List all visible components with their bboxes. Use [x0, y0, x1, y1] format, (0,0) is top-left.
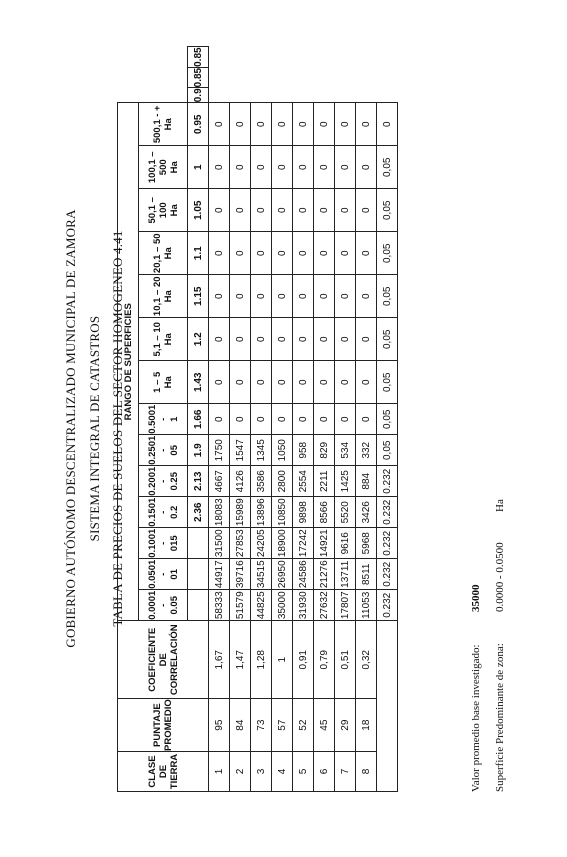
price-cell: 0 [272, 275, 293, 318]
price-cell: 0 [314, 189, 335, 232]
price-cell: 0 [230, 361, 251, 404]
footer-label-valor: Valor promedio base investigado: [470, 644, 482, 792]
price-cell: 0 [314, 103, 335, 146]
title-sistema: SISTEMA INTEGRAL DE CATASTROS [87, 315, 102, 542]
title-gobierno: GOBIERNO AUTÓNOMO DESCENTRALIZADO MUNICIPAL DE ZAMORA [63, 209, 78, 648]
price-cell: 1425 [335, 466, 356, 497]
price-cell: 0 [230, 103, 251, 146]
price-cell: 3586 [251, 466, 272, 497]
price-cell: 0 [335, 103, 356, 146]
factor-cell: 1.43 [188, 361, 209, 404]
table-row [293, 47, 314, 792]
price-cell: 27632 [314, 590, 335, 621]
cell-coef: 0,91 [293, 621, 314, 699]
price-cell: 0 [209, 361, 230, 404]
header-range-4: 0.1501 - 0.2 [139, 497, 188, 528]
price-cell: 0 [335, 404, 356, 435]
price-cell: 0 [356, 361, 377, 404]
header-ha-range-2: 5,1 – 10 Ha [139, 318, 188, 361]
price-cell: 0 [293, 103, 314, 146]
price-cell: 9898 [293, 497, 314, 528]
price-cell: 0 [251, 146, 272, 189]
price-cell: 26950 [272, 559, 293, 590]
table-row [251, 47, 272, 792]
price-cell: 0 [209, 275, 230, 318]
bottom-cell: 0.232 [377, 466, 398, 497]
price-table [117, 46, 398, 792]
blank-cell [188, 528, 209, 559]
header-range-5: 0.2001 - 0.25 [139, 466, 188, 497]
table-row [209, 47, 230, 792]
bottom-cell: 0.232 [377, 559, 398, 590]
price-cell: 34515 [251, 559, 272, 590]
price-cell: 0 [293, 146, 314, 189]
cell-coef: 1,67 [209, 621, 230, 699]
cell-clase: 7 [335, 752, 356, 792]
price-cell: 17242 [293, 528, 314, 559]
header-coeficiente: COEFICIENTE DE CORRELACIÓN [118, 621, 209, 699]
cell-puntaje: 57 [272, 699, 293, 752]
price-cell: 0 [356, 103, 377, 146]
cell-coef: 1,28 [251, 621, 272, 699]
price-cell: 1750 [209, 435, 230, 466]
price-cell: 0 [251, 103, 272, 146]
cell-clase: 3 [251, 752, 272, 792]
price-cell: 0 [293, 275, 314, 318]
price-cell: 0 [293, 361, 314, 404]
cell-coef: 0,51 [335, 621, 356, 699]
bottom-cell: 0.232 [377, 528, 398, 559]
cell-coef: 0,79 [314, 621, 335, 699]
header-rango: RANGO DE SUPERFICIES [118, 103, 139, 621]
factor-cell: 0.9 [188, 88, 209, 103]
table-row [230, 47, 251, 792]
price-cell: 0 [230, 275, 251, 318]
bottom-cell: 0,05 [377, 275, 398, 318]
factor-cell: 0.85 [188, 47, 209, 67]
cell-clase: 8 [356, 752, 377, 792]
price-cell: 24205 [251, 528, 272, 559]
header-ha-range-5: 50,1 – 100 Ha [139, 189, 188, 232]
price-cell: 0 [272, 189, 293, 232]
price-cell: 21276 [314, 559, 335, 590]
price-cell: 18900 [272, 528, 293, 559]
bottom-cell: 0 [377, 103, 398, 146]
price-cell: 0 [356, 146, 377, 189]
price-cell: 0 [314, 318, 335, 361]
price-cell: 8511 [356, 559, 377, 590]
factor-cell: 1.66 [188, 404, 209, 435]
price-cell: 958 [293, 435, 314, 466]
price-cell: 2800 [272, 466, 293, 497]
price-cell: 0 [356, 189, 377, 232]
price-cell: 829 [314, 435, 335, 466]
price-cell: 3426 [356, 497, 377, 528]
price-cell: 332 [356, 435, 377, 466]
price-cell: 0 [335, 275, 356, 318]
price-cell: 0 [272, 146, 293, 189]
price-cell: 0 [293, 189, 314, 232]
bottom-cell: 0,05 [377, 189, 398, 232]
price-cell: 0 [230, 404, 251, 435]
cell-clase: 4 [272, 752, 293, 792]
factor-cell: 2.36 [188, 497, 209, 528]
factor-cell: 0.95 [188, 103, 209, 146]
price-cell: 0 [209, 103, 230, 146]
blank-cell [188, 559, 209, 590]
bottom-cell: 0,05 [377, 404, 398, 435]
price-cell: 15989 [230, 497, 251, 528]
header-ha-range-4: 20,1 – 50 Ha [139, 232, 188, 275]
price-cell: 58333 [209, 590, 230, 621]
header-ha-range-7: 500,1 - + Ha [139, 103, 188, 146]
table-row [314, 47, 335, 792]
header-range-1: 0.0001 - 0.05 [139, 590, 188, 621]
price-cell: 0 [251, 318, 272, 361]
factor-cell: 1.2 [188, 318, 209, 361]
cell-puntaje: 18 [356, 699, 377, 752]
price-cell: 9616 [335, 528, 356, 559]
header-range-2: 0.0501 - 01 [139, 559, 188, 590]
cell-coef: 1,47 [230, 621, 251, 699]
price-cell: 0 [335, 318, 356, 361]
price-cell: 0 [251, 232, 272, 275]
price-cell: 0 [293, 318, 314, 361]
price-cell: 0 [335, 146, 356, 189]
price-cell: 2554 [293, 466, 314, 497]
cell-clase: 5 [293, 752, 314, 792]
price-cell: 1345 [251, 435, 272, 466]
price-cell: 0 [209, 146, 230, 189]
price-cell: 0 [314, 232, 335, 275]
price-cell: 27853 [230, 528, 251, 559]
price-cell: 0 [230, 146, 251, 189]
price-cell: 0 [209, 232, 230, 275]
price-cell: 0 [230, 232, 251, 275]
price-cell: 0 [209, 189, 230, 232]
price-cell: 0 [272, 361, 293, 404]
footer-value-valor: 35000 [470, 584, 482, 612]
price-cell: 1050 [272, 435, 293, 466]
factor-cell: 1.15 [188, 275, 209, 318]
price-cell: 31500 [209, 528, 230, 559]
price-cell: 31930 [293, 590, 314, 621]
price-cell: 0 [314, 275, 335, 318]
bottom-cell: 0,05 [377, 318, 398, 361]
price-cell: 4667 [209, 466, 230, 497]
price-cell: 5968 [356, 528, 377, 559]
title-tabla: TABLA DE PRECIOS DE SUELOS DEL SECTOR HOMOGENEO 4.41 [110, 230, 125, 627]
factor-cell: 1.05 [188, 189, 209, 232]
price-cell: 44825 [251, 590, 272, 621]
price-cell: 2211 [314, 466, 335, 497]
cell-puntaje: 52 [293, 699, 314, 752]
bottom-row [377, 47, 398, 792]
price-cell: 0 [251, 189, 272, 232]
header-range-6: 0.2501 - 05 [139, 435, 188, 466]
price-cell: 4126 [230, 466, 251, 497]
factor-cell: 1.9 [188, 435, 209, 466]
price-cell: 884 [356, 466, 377, 497]
cell-clase: 6 [314, 752, 335, 792]
blank-cell [188, 590, 209, 621]
factor-cell: 2.13 [188, 466, 209, 497]
cell-coef: 0,32 [356, 621, 377, 699]
price-cell: 0 [314, 146, 335, 189]
price-cell: 1547 [230, 435, 251, 466]
footer-label-superficie: Superficie Predominante de zona: [494, 643, 506, 792]
price-cell: 0 [356, 275, 377, 318]
price-table-body [118, 47, 398, 792]
header-ha-range-3: 10,1 – 20 Ha [139, 275, 188, 318]
price-cell: 10850 [272, 497, 293, 528]
price-cell: 0 [209, 404, 230, 435]
price-cell: 51579 [230, 590, 251, 621]
factor-cell: 1 [188, 146, 209, 189]
price-cell: 0 [230, 318, 251, 361]
price-cell: 0 [251, 275, 272, 318]
header-ha-range-1: 1 – 5 Ha [139, 361, 188, 404]
price-cell: 0 [335, 361, 356, 404]
table-row [272, 47, 293, 792]
price-cell: 0 [251, 404, 272, 435]
blank-cell [377, 621, 398, 792]
price-cell: 0 [356, 404, 377, 435]
price-cell: 8566 [314, 497, 335, 528]
price-cell: 534 [335, 435, 356, 466]
bottom-cell: 0,05 [377, 435, 398, 466]
header-range-3: 0.1001 - 015 [139, 528, 188, 559]
price-cell: 0 [251, 361, 272, 404]
cell-clase: 1 [209, 752, 230, 792]
price-cell: 0 [335, 189, 356, 232]
price-cell: 0 [314, 404, 335, 435]
footer-unit-superficie: Ha [494, 499, 506, 512]
price-cell: 14921 [314, 528, 335, 559]
price-cell: 0 [314, 361, 335, 404]
bottom-cell: 0,05 [377, 232, 398, 275]
price-cell: 44917 [209, 559, 230, 590]
price-cell: 18083 [209, 497, 230, 528]
cell-puntaje: 45 [314, 699, 335, 752]
bottom-cell: 0.232 [377, 497, 398, 528]
price-cell: 17807 [335, 590, 356, 621]
cell-coef: 1 [272, 621, 293, 699]
cell-puntaje: 29 [335, 699, 356, 752]
header-range-7: 0.5001 - 1 [139, 404, 188, 435]
header-ha-range-6: 100,1 –500 Ha [139, 146, 188, 189]
table-row [335, 47, 356, 792]
cell-puntaje: 95 [209, 699, 230, 752]
header-clase: CLASE DE TIERRA [118, 752, 209, 792]
header-puntaje: PUNTAJE PROMEDIO [118, 699, 209, 752]
price-cell: 0 [356, 232, 377, 275]
price-cell: 0 [356, 318, 377, 361]
footer-value-superficie: 0.0000 - 0.0500 [494, 542, 506, 612]
factor-cell: 1.1 [188, 232, 209, 275]
price-cell: 13896 [251, 497, 272, 528]
bottom-cell: 0,05 [377, 361, 398, 404]
price-cell: 13711 [335, 559, 356, 590]
cell-puntaje: 84 [230, 699, 251, 752]
cell-clase: 2 [230, 752, 251, 792]
price-cell: 0 [293, 232, 314, 275]
price-cell: 0 [209, 318, 230, 361]
price-cell: 24586 [293, 559, 314, 590]
price-cell: 0 [272, 318, 293, 361]
price-cell: 0 [272, 404, 293, 435]
price-cell: 39716 [230, 559, 251, 590]
price-cell: 35000 [272, 590, 293, 621]
price-cell: 0 [272, 232, 293, 275]
bottom-cell: 0,05 [377, 146, 398, 189]
price-cell: 0 [230, 189, 251, 232]
bottom-cell: 0.232 [377, 590, 398, 621]
factor-cell: 0.85 [188, 67, 209, 87]
price-cell: 0 [335, 232, 356, 275]
price-cell: 0 [272, 103, 293, 146]
cell-puntaje: 73 [251, 699, 272, 752]
table-row [356, 47, 377, 792]
price-cell: 5520 [335, 497, 356, 528]
price-cell: 11053 [356, 590, 377, 621]
price-cell: 0 [293, 404, 314, 435]
